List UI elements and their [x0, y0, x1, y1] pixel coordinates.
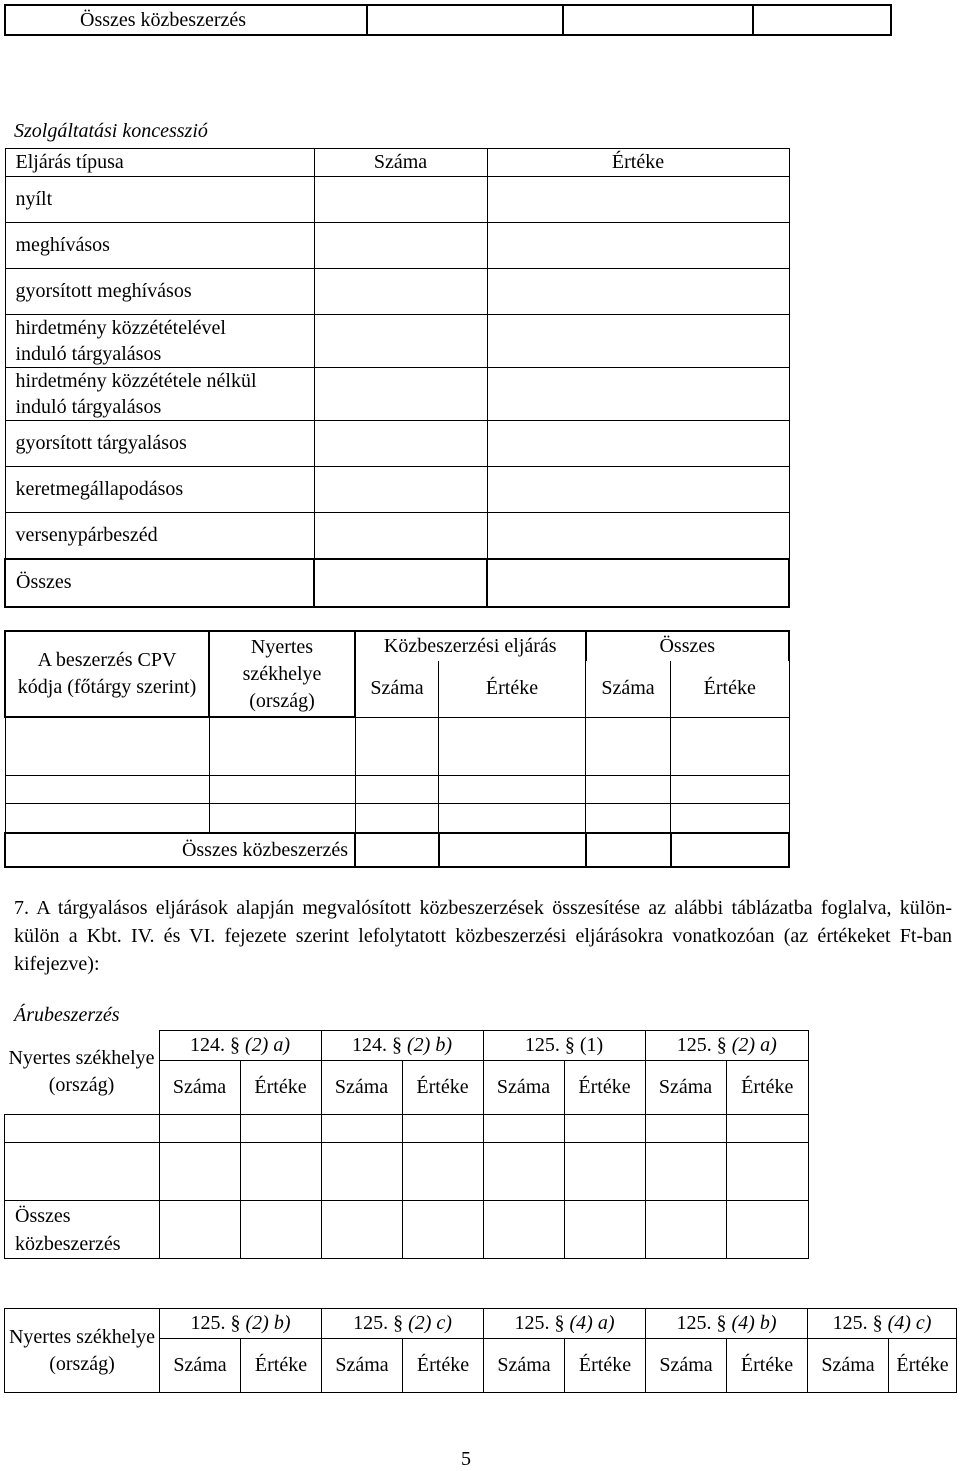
- row-count: [314, 269, 487, 315]
- paragraph-7: 7. A tárgyalásos eljárások alapján megvalósított közbeszerzések összesítése az alábbi táblázatba foglalva, külön-külön a Kbt. IV. és VI. fejezete szerint lefolytatott közbeszerzési eljárásokra vonatkozóan (az értékeket Ft-ban kifejezve):: [14, 897, 952, 975]
- row-value: [487, 421, 789, 467]
- total-group-header: Összes: [586, 631, 790, 661]
- row-value: [487, 177, 789, 223]
- goods-sub-count: Száma: [321, 1061, 402, 1115]
- procedure-group-header: Közbeszerzési eljárás: [355, 631, 586, 661]
- goods2-sub-value: Értéke: [403, 1339, 484, 1393]
- row-value: [487, 223, 789, 269]
- sub-value-1: Értéke: [439, 661, 586, 717]
- row-count: [314, 223, 487, 269]
- winner-seat-header: Nyertes székhelye (ország): [209, 631, 355, 717]
- row-count: [314, 177, 487, 223]
- goods2-sub-count: Száma: [646, 1339, 727, 1393]
- goods-total-label: Összes közbeszerzés: [5, 1201, 160, 1259]
- goods2-sub-count: Száma: [322, 1339, 403, 1393]
- goods2-group-2: 125. § (2) c): [322, 1309, 484, 1339]
- top-total-label: Összes közbeszerzés: [5, 5, 367, 35]
- row-count: [314, 467, 487, 513]
- goods2-group-4: 125. § (4) b): [646, 1309, 808, 1339]
- goods-sub-value: Értéke: [240, 1061, 321, 1115]
- row-count: [314, 368, 487, 421]
- row-value: [487, 467, 789, 513]
- goods-winner-seat-header: Nyertes székhelye (ország): [5, 1031, 160, 1115]
- goods-sub-value: Értéke: [726, 1061, 809, 1115]
- row-label: hirdetmény közzététele nélkül induló tárgyalásos: [5, 368, 314, 421]
- row-label: nyílt: [5, 177, 314, 223]
- goods2-sub-count: Száma: [160, 1339, 241, 1393]
- section1-table: [4, 148, 790, 608]
- section3-title: Árubeszerzés: [14, 1004, 120, 1026]
- row-count: [314, 421, 487, 467]
- goods-group-1: 124. § (2) a): [159, 1031, 321, 1061]
- goods-table-2: [4, 1308, 957, 1393]
- row-value: [487, 269, 789, 315]
- row-label: keretmegállapodásos: [5, 467, 314, 513]
- goods-sub-value: Értéke: [564, 1061, 645, 1115]
- sub-value-2: Értéke: [671, 661, 790, 717]
- row-value: [487, 513, 789, 559]
- goods-group-3: 125. § (1): [483, 1031, 645, 1061]
- row-count: [314, 315, 487, 368]
- goods-group-2: 124. § (2) b): [321, 1031, 483, 1061]
- goods2-sub-count: Száma: [808, 1339, 889, 1393]
- top-total-c4: [753, 5, 891, 35]
- goods2-sub-value: Értéke: [727, 1339, 808, 1393]
- top-total-c3: [563, 5, 753, 35]
- cpv-code-header: A beszerzés CPV kódja (főtárgy szerint): [5, 631, 209, 717]
- row-label: gyorsított meghívásos: [5, 269, 314, 315]
- row-count: [314, 513, 487, 559]
- goods2-winner-seat-header: Nyertes székhelye (ország): [5, 1309, 160, 1393]
- goods2-group-5: 125. § (4) c): [808, 1309, 957, 1339]
- row-value: [487, 368, 789, 421]
- row-label: hirdetmény közzétételével induló tárgyalásos: [5, 315, 314, 368]
- top-total-count: [367, 5, 563, 35]
- total-label: Összes: [5, 559, 314, 607]
- goods2-sub-value: Értéke: [565, 1339, 646, 1393]
- goods-group-4: 125. § (2) a): [645, 1031, 809, 1061]
- goods-sub-value: Értéke: [402, 1061, 483, 1115]
- goods-sub-count: Száma: [483, 1061, 564, 1115]
- goods2-sub-value: Értéke: [889, 1339, 957, 1393]
- goods2-sub-value: Értéke: [241, 1339, 322, 1393]
- total-value: [487, 559, 789, 607]
- row-label: versenypárbeszéd: [5, 513, 314, 559]
- goods-sub-count: Száma: [159, 1061, 240, 1115]
- goods2-group-1: 125. § (2) b): [160, 1309, 322, 1339]
- header-count: Száma: [314, 149, 487, 177]
- row-value: [487, 315, 789, 368]
- top-total-table: [4, 4, 892, 36]
- header-procedure-type: Eljárás típusa: [5, 149, 314, 177]
- goods-sub-count: Száma: [645, 1061, 726, 1115]
- goods2-group-3: 125. § (4) a): [484, 1309, 646, 1339]
- row-label: meghívásos: [5, 223, 314, 269]
- section1-title: Szolgáltatási koncesszió: [14, 120, 208, 142]
- cpv-total-label: Összes közbeszerzés: [5, 833, 355, 867]
- goods2-sub-count: Száma: [484, 1339, 565, 1393]
- header-value: Értéke: [487, 149, 789, 177]
- cpv-table: [4, 630, 790, 868]
- row-label: gyorsított tárgyalásos: [5, 421, 314, 467]
- sub-count-2: Száma: [586, 661, 671, 717]
- page-number: 5: [461, 1448, 471, 1470]
- goods-table: [4, 1030, 809, 1259]
- total-count: [314, 559, 487, 607]
- sub-count-1: Száma: [355, 661, 439, 717]
